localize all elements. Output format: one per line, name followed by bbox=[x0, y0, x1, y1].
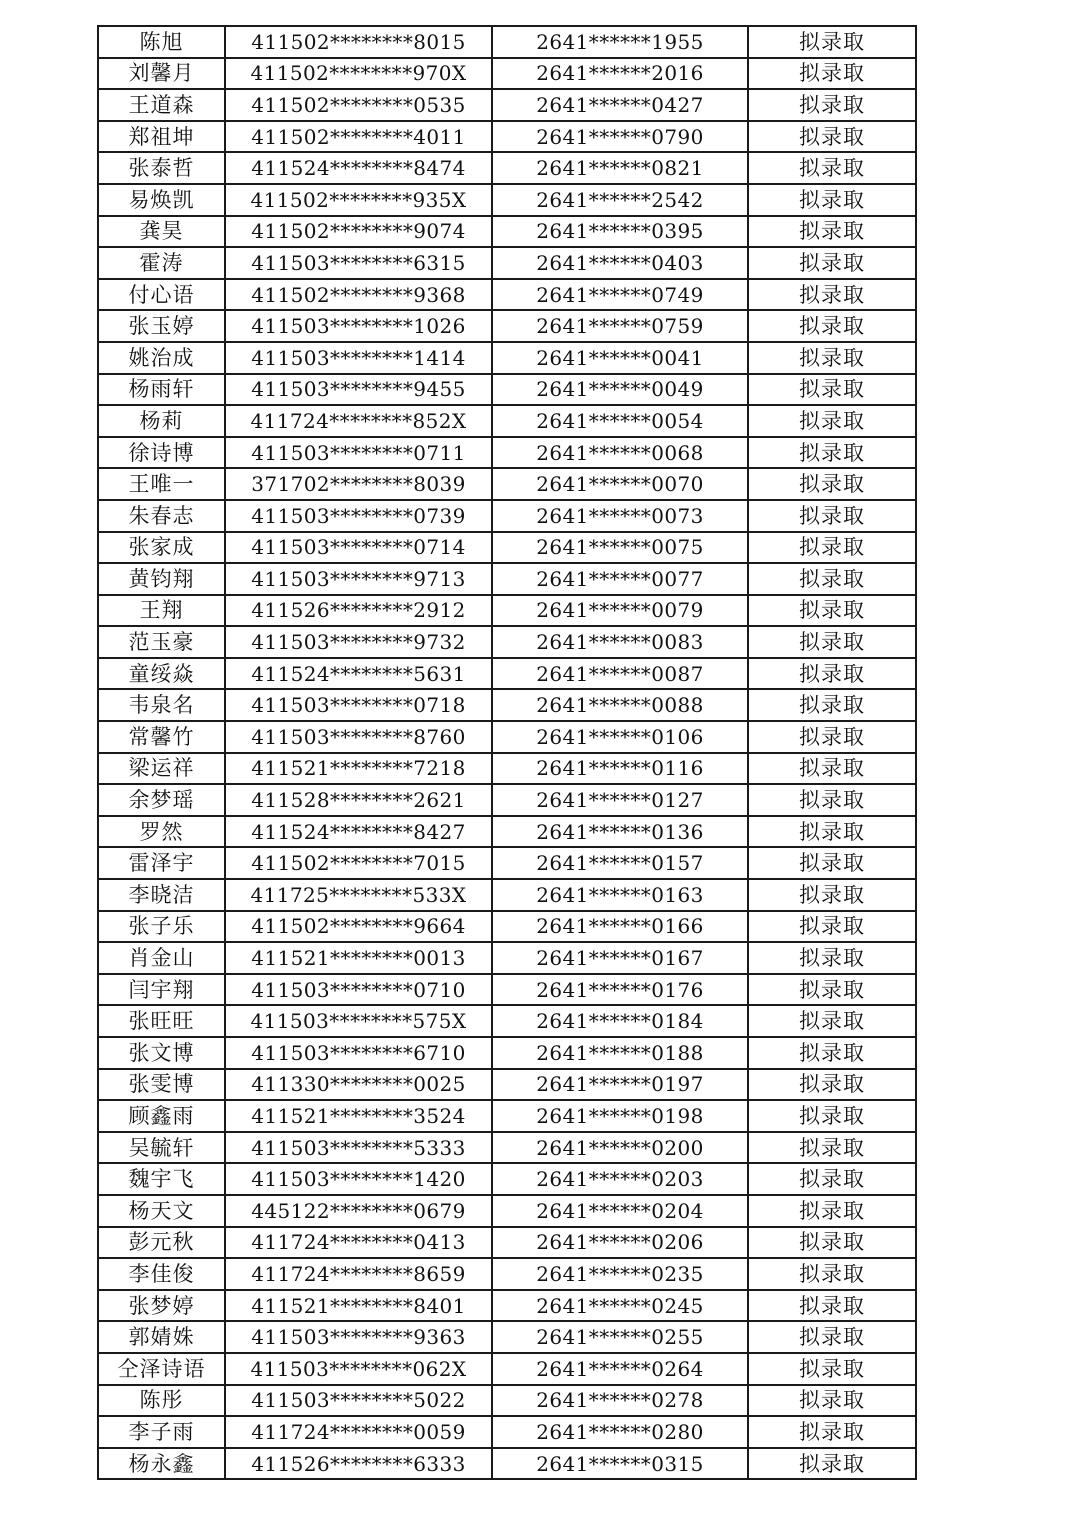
student-name-cell: 霍涛 bbox=[98, 247, 225, 279]
student-name-cell: 闫宇翔 bbox=[98, 974, 225, 1006]
exam-number-cell: 2641******0079 bbox=[492, 595, 748, 627]
admission-status-cell: 拟录取 bbox=[748, 247, 916, 279]
admission-status-cell: 拟录取 bbox=[748, 1227, 916, 1259]
admission-status-cell: 拟录取 bbox=[748, 1005, 916, 1037]
student-name-cell: 王翔 bbox=[98, 595, 225, 627]
table-row bbox=[98, 595, 916, 627]
admission-status-cell: 拟录取 bbox=[748, 974, 916, 1006]
student-name-cell: 范玉豪 bbox=[98, 626, 225, 658]
admission-status-cell: 拟录取 bbox=[748, 532, 916, 564]
student-name-cell: 杨莉 bbox=[98, 405, 225, 437]
table-row bbox=[98, 1005, 916, 1037]
id-number-cell: 411503********6315 bbox=[225, 247, 492, 279]
admission-status-cell: 拟录取 bbox=[748, 1258, 916, 1290]
admission-status-cell: 拟录取 bbox=[748, 1195, 916, 1227]
admission-status-cell: 拟录取 bbox=[748, 1353, 916, 1385]
id-number-cell: 411503********0714 bbox=[225, 532, 492, 564]
student-name-cell: 李子雨 bbox=[98, 1416, 225, 1448]
exam-number-cell: 2641******0075 bbox=[492, 532, 748, 564]
id-number-cell: 411724********0413 bbox=[225, 1227, 492, 1259]
student-name-cell: 陈旭 bbox=[98, 26, 225, 58]
exam-number-cell: 2641******0315 bbox=[492, 1448, 748, 1480]
admission-status-cell: 拟录取 bbox=[748, 1416, 916, 1448]
table-row bbox=[98, 784, 916, 816]
admission-status-cell: 拟录取 bbox=[748, 563, 916, 595]
table-row bbox=[98, 247, 916, 279]
student-name-cell: 郭婧姝 bbox=[98, 1321, 225, 1353]
exam-number-cell: 2641******0395 bbox=[492, 216, 748, 248]
id-number-cell: 411524********8474 bbox=[225, 152, 492, 184]
table-row bbox=[98, 626, 916, 658]
table-row bbox=[98, 374, 916, 406]
id-number-cell: 411503********0710 bbox=[225, 974, 492, 1006]
exam-number-cell: 2641******0821 bbox=[492, 152, 748, 184]
student-name-cell: 黄钧翔 bbox=[98, 563, 225, 595]
table-row bbox=[98, 216, 916, 248]
student-name-cell: 余梦瑶 bbox=[98, 784, 225, 816]
id-number-cell: 411524********5631 bbox=[225, 658, 492, 690]
student-name-cell: 李晓洁 bbox=[98, 879, 225, 911]
admission-status-cell: 拟录取 bbox=[748, 1163, 916, 1195]
table-row bbox=[98, 152, 916, 184]
id-number-cell: 411502********970X bbox=[225, 58, 492, 90]
admission-status-cell: 拟录取 bbox=[748, 184, 916, 216]
exam-number-cell: 2641******0188 bbox=[492, 1037, 748, 1069]
admission-status-cell: 拟录取 bbox=[748, 911, 916, 943]
exam-number-cell: 2641******0749 bbox=[492, 279, 748, 311]
exam-number-cell: 2641******0087 bbox=[492, 658, 748, 690]
admission-status-cell: 拟录取 bbox=[748, 1448, 916, 1480]
table-row bbox=[98, 1258, 916, 1290]
id-number-cell: 411503********062X bbox=[225, 1353, 492, 1385]
id-number-cell: 411503********1420 bbox=[225, 1163, 492, 1195]
exam-number-cell: 2641******1955 bbox=[492, 26, 748, 58]
table-row bbox=[98, 1163, 916, 1195]
student-name-cell: 朱春志 bbox=[98, 500, 225, 532]
student-name-cell: 龚昊 bbox=[98, 216, 225, 248]
student-name-cell: 雷泽宇 bbox=[98, 847, 225, 879]
table-row bbox=[98, 942, 916, 974]
student-name-cell: 张雯博 bbox=[98, 1069, 225, 1101]
id-number-cell: 411526********6333 bbox=[225, 1448, 492, 1480]
table-row bbox=[98, 1132, 916, 1164]
exam-number-cell: 2641******0106 bbox=[492, 721, 748, 753]
exam-number-cell: 2641******0280 bbox=[492, 1416, 748, 1448]
table-row bbox=[98, 184, 916, 216]
admission-status-cell: 拟录取 bbox=[748, 500, 916, 532]
roster-body bbox=[98, 26, 916, 1479]
exam-number-cell: 2641******0068 bbox=[492, 437, 748, 469]
admission-roster-table bbox=[97, 25, 917, 1480]
exam-number-cell: 2641******0073 bbox=[492, 500, 748, 532]
student-name-cell: 张文博 bbox=[98, 1037, 225, 1069]
table-row bbox=[98, 1195, 916, 1227]
admission-status-cell: 拟录取 bbox=[748, 342, 916, 374]
id-number-cell: 411724********8659 bbox=[225, 1258, 492, 1290]
student-name-cell: 梁运祥 bbox=[98, 753, 225, 785]
admission-status-cell: 拟录取 bbox=[748, 374, 916, 406]
exam-number-cell: 2641******0127 bbox=[492, 784, 748, 816]
exam-number-cell: 2641******0176 bbox=[492, 974, 748, 1006]
table-row bbox=[98, 1385, 916, 1417]
admission-status-cell: 拟录取 bbox=[748, 89, 916, 121]
admission-status-cell: 拟录取 bbox=[748, 689, 916, 721]
student-name-cell: 顾鑫雨 bbox=[98, 1100, 225, 1132]
id-number-cell: 411502********4011 bbox=[225, 121, 492, 153]
student-name-cell: 易焕凯 bbox=[98, 184, 225, 216]
student-name-cell: 彭元秋 bbox=[98, 1227, 225, 1259]
admission-status-cell: 拟录取 bbox=[748, 279, 916, 311]
admission-status-cell: 拟录取 bbox=[748, 1385, 916, 1417]
exam-number-cell: 2641******0041 bbox=[492, 342, 748, 374]
admission-status-cell: 拟录取 bbox=[748, 721, 916, 753]
exam-number-cell: 2641******0255 bbox=[492, 1321, 748, 1353]
exam-number-cell: 2641******0083 bbox=[492, 626, 748, 658]
table-row bbox=[98, 1037, 916, 1069]
admission-status-cell: 拟录取 bbox=[748, 121, 916, 153]
exam-number-cell: 2641******0116 bbox=[492, 753, 748, 785]
id-number-cell: 411502********0535 bbox=[225, 89, 492, 121]
id-number-cell: 445122********0679 bbox=[225, 1195, 492, 1227]
exam-number-cell: 2641******0054 bbox=[492, 405, 748, 437]
exam-number-cell: 2641******0198 bbox=[492, 1100, 748, 1132]
table-row bbox=[98, 1321, 916, 1353]
student-name-cell: 陈彤 bbox=[98, 1385, 225, 1417]
table-row bbox=[98, 879, 916, 911]
admission-status-cell: 拟录取 bbox=[748, 1290, 916, 1322]
table-row bbox=[98, 468, 916, 500]
id-number-cell: 411503********0718 bbox=[225, 689, 492, 721]
id-number-cell: 411503********9363 bbox=[225, 1321, 492, 1353]
student-name-cell: 肖金山 bbox=[98, 942, 225, 974]
admission-status-cell: 拟录取 bbox=[748, 310, 916, 342]
admission-status-cell: 拟录取 bbox=[748, 658, 916, 690]
exam-number-cell: 2641******0197 bbox=[492, 1069, 748, 1101]
table-row bbox=[98, 847, 916, 879]
table-row bbox=[98, 689, 916, 721]
table-row bbox=[98, 753, 916, 785]
exam-number-cell: 2641******2542 bbox=[492, 184, 748, 216]
id-number-cell: 411503********5333 bbox=[225, 1132, 492, 1164]
id-number-cell: 411503********9455 bbox=[225, 374, 492, 406]
student-name-cell: 徐诗博 bbox=[98, 437, 225, 469]
exam-number-cell: 2641******0403 bbox=[492, 247, 748, 279]
id-number-cell: 411524********8427 bbox=[225, 816, 492, 848]
id-number-cell: 411502********8015 bbox=[225, 26, 492, 58]
table-row bbox=[98, 1353, 916, 1385]
id-number-cell: 411526********2912 bbox=[225, 595, 492, 627]
student-name-cell: 杨天文 bbox=[98, 1195, 225, 1227]
student-name-cell: 付心语 bbox=[98, 279, 225, 311]
table-row bbox=[98, 437, 916, 469]
admission-status-cell: 拟录取 bbox=[748, 58, 916, 90]
id-number-cell: 411503********575X bbox=[225, 1005, 492, 1037]
admission-status-cell: 拟录取 bbox=[748, 847, 916, 879]
id-number-cell: 411503********8760 bbox=[225, 721, 492, 753]
id-number-cell: 411503********5022 bbox=[225, 1385, 492, 1417]
exam-number-cell: 2641******0184 bbox=[492, 1005, 748, 1037]
student-name-cell: 李佳俊 bbox=[98, 1258, 225, 1290]
table-row bbox=[98, 121, 916, 153]
admission-status-cell: 拟录取 bbox=[748, 468, 916, 500]
table-row bbox=[98, 405, 916, 437]
id-number-cell: 411521********3524 bbox=[225, 1100, 492, 1132]
table-row bbox=[98, 721, 916, 753]
table-row bbox=[98, 279, 916, 311]
exam-number-cell: 2641******0088 bbox=[492, 689, 748, 721]
admission-status-cell: 拟录取 bbox=[748, 1100, 916, 1132]
id-number-cell: 411502********7015 bbox=[225, 847, 492, 879]
admission-status-cell: 拟录取 bbox=[748, 784, 916, 816]
exam-number-cell: 2641******0163 bbox=[492, 879, 748, 911]
exam-number-cell: 2641******0278 bbox=[492, 1385, 748, 1417]
table-row bbox=[98, 911, 916, 943]
exam-number-cell: 2641******0200 bbox=[492, 1132, 748, 1164]
id-number-cell: 411503********0739 bbox=[225, 500, 492, 532]
id-number-cell: 411330********0025 bbox=[225, 1069, 492, 1101]
admission-status-cell: 拟录取 bbox=[748, 437, 916, 469]
exam-number-cell: 2641******0136 bbox=[492, 816, 748, 848]
id-number-cell: 411503********1414 bbox=[225, 342, 492, 374]
admission-status-cell: 拟录取 bbox=[748, 1037, 916, 1069]
id-number-cell: 411503********9732 bbox=[225, 626, 492, 658]
student-name-cell: 仝泽诗语 bbox=[98, 1353, 225, 1385]
id-number-cell: 411502********9664 bbox=[225, 911, 492, 943]
exam-number-cell: 2641******0235 bbox=[492, 1258, 748, 1290]
admission-status-cell: 拟录取 bbox=[748, 1069, 916, 1101]
id-number-cell: 371702********8039 bbox=[225, 468, 492, 500]
admission-status-cell: 拟录取 bbox=[748, 595, 916, 627]
id-number-cell: 411521********7218 bbox=[225, 753, 492, 785]
admission-status-cell: 拟录取 bbox=[748, 1321, 916, 1353]
exam-number-cell: 2641******0070 bbox=[492, 468, 748, 500]
student-name-cell: 张子乐 bbox=[98, 911, 225, 943]
table-row bbox=[98, 310, 916, 342]
student-name-cell: 张家成 bbox=[98, 532, 225, 564]
exam-number-cell: 2641******0790 bbox=[492, 121, 748, 153]
id-number-cell: 411521********8401 bbox=[225, 1290, 492, 1322]
exam-number-cell: 2641******0203 bbox=[492, 1163, 748, 1195]
admission-status-cell: 拟录取 bbox=[748, 626, 916, 658]
admission-status-cell: 拟录取 bbox=[748, 405, 916, 437]
student-name-cell: 王唯一 bbox=[98, 468, 225, 500]
table-row bbox=[98, 1416, 916, 1448]
student-name-cell: 杨永鑫 bbox=[98, 1448, 225, 1480]
exam-number-cell: 2641******0157 bbox=[492, 847, 748, 879]
student-name-cell: 常馨竹 bbox=[98, 721, 225, 753]
student-name-cell: 魏宇飞 bbox=[98, 1163, 225, 1195]
id-number-cell: 411521********0013 bbox=[225, 942, 492, 974]
exam-number-cell: 2641******0427 bbox=[492, 89, 748, 121]
admission-status-cell: 拟录取 bbox=[748, 216, 916, 248]
student-name-cell: 张玉婷 bbox=[98, 310, 225, 342]
exam-number-cell: 2641******0245 bbox=[492, 1290, 748, 1322]
id-number-cell: 411725********533X bbox=[225, 879, 492, 911]
admission-status-cell: 拟录取 bbox=[748, 753, 916, 785]
student-name-cell: 张旺旺 bbox=[98, 1005, 225, 1037]
student-name-cell: 张梦婷 bbox=[98, 1290, 225, 1322]
id-number-cell: 411502********935X bbox=[225, 184, 492, 216]
table-row bbox=[98, 1227, 916, 1259]
table-row bbox=[98, 89, 916, 121]
exam-number-cell: 2641******0204 bbox=[492, 1195, 748, 1227]
table-row bbox=[98, 816, 916, 848]
table-row bbox=[98, 500, 916, 532]
admission-status-cell: 拟录取 bbox=[748, 152, 916, 184]
student-name-cell: 郑祖坤 bbox=[98, 121, 225, 153]
student-name-cell: 吴毓轩 bbox=[98, 1132, 225, 1164]
exam-number-cell: 2641******0264 bbox=[492, 1353, 748, 1385]
admission-status-cell: 拟录取 bbox=[748, 879, 916, 911]
table-row bbox=[98, 563, 916, 595]
id-number-cell: 411724********0059 bbox=[225, 1416, 492, 1448]
exam-number-cell: 2641******0049 bbox=[492, 374, 748, 406]
table-row bbox=[98, 1069, 916, 1101]
admission-status-cell: 拟录取 bbox=[748, 26, 916, 58]
student-name-cell: 姚治成 bbox=[98, 342, 225, 374]
table-row bbox=[98, 342, 916, 374]
table-row bbox=[98, 532, 916, 564]
id-number-cell: 411502********9368 bbox=[225, 279, 492, 311]
id-number-cell: 411503********9713 bbox=[225, 563, 492, 595]
student-name-cell: 王道森 bbox=[98, 89, 225, 121]
exam-number-cell: 2641******0759 bbox=[492, 310, 748, 342]
id-number-cell: 411503********1026 bbox=[225, 310, 492, 342]
admission-status-cell: 拟录取 bbox=[748, 1132, 916, 1164]
table-row bbox=[98, 58, 916, 90]
id-number-cell: 411502********9074 bbox=[225, 216, 492, 248]
table-row bbox=[98, 1100, 916, 1132]
table-row bbox=[98, 1448, 916, 1480]
student-name-cell: 刘馨月 bbox=[98, 58, 225, 90]
exam-number-cell: 2641******2016 bbox=[492, 58, 748, 90]
student-name-cell: 罗然 bbox=[98, 816, 225, 848]
student-name-cell: 杨雨轩 bbox=[98, 374, 225, 406]
exam-number-cell: 2641******0166 bbox=[492, 911, 748, 943]
id-number-cell: 411724********852X bbox=[225, 405, 492, 437]
admission-status-cell: 拟录取 bbox=[748, 816, 916, 848]
admission-status-cell: 拟录取 bbox=[748, 942, 916, 974]
table-row bbox=[98, 974, 916, 1006]
student-name-cell: 韦泉名 bbox=[98, 689, 225, 721]
exam-number-cell: 2641******0167 bbox=[492, 942, 748, 974]
id-number-cell: 411503********0711 bbox=[225, 437, 492, 469]
id-number-cell: 411528********2621 bbox=[225, 784, 492, 816]
student-name-cell: 童绥焱 bbox=[98, 658, 225, 690]
table-row bbox=[98, 1290, 916, 1322]
table-row bbox=[98, 658, 916, 690]
student-name-cell: 张泰哲 bbox=[98, 152, 225, 184]
table-row bbox=[98, 26, 916, 58]
id-number-cell: 411503********6710 bbox=[225, 1037, 492, 1069]
exam-number-cell: 2641******0077 bbox=[492, 563, 748, 595]
exam-number-cell: 2641******0206 bbox=[492, 1227, 748, 1259]
